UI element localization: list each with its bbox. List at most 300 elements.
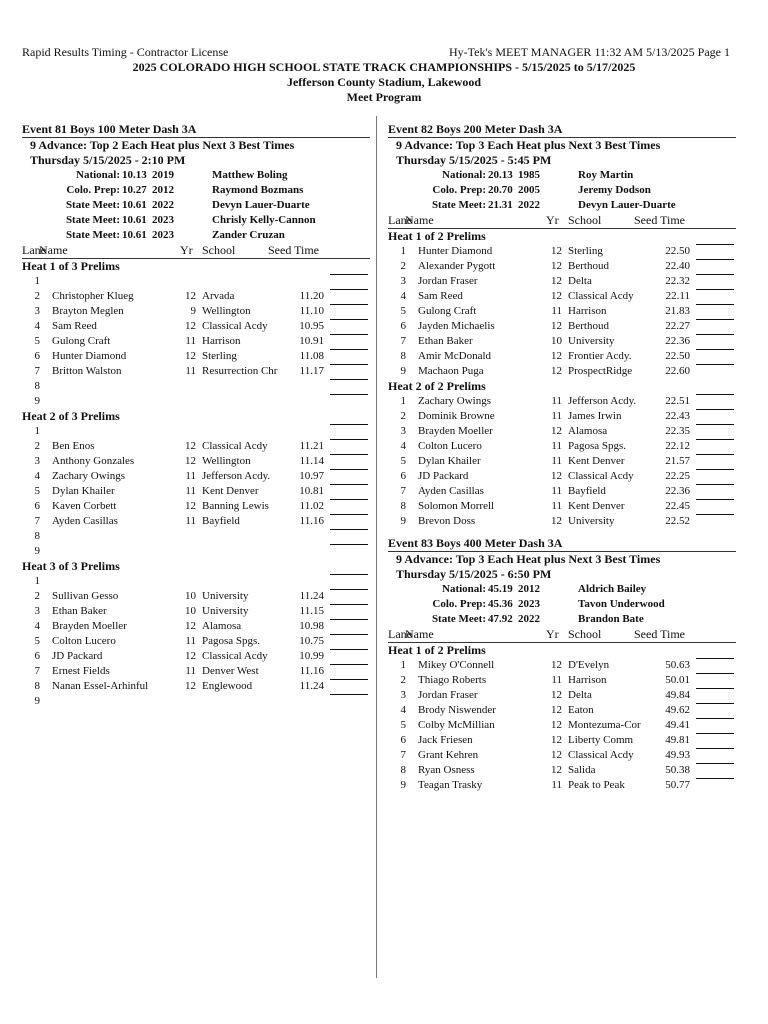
seed-time: 22.36 <box>665 335 690 347</box>
seed-time: 10.75 <box>299 635 324 647</box>
result-blank-line <box>696 244 734 245</box>
result-blank-line <box>696 673 734 674</box>
seed-time: 22.50 <box>665 350 690 362</box>
seed-time: 22.11 <box>665 290 690 302</box>
record-holder: Raymond Bozmans <box>212 184 304 196</box>
lane-number: 4 <box>400 290 406 302</box>
athlete-name: Brayden Moeller <box>52 620 127 632</box>
seed-time: 11.08 <box>299 350 324 362</box>
athlete-name: JD Packard <box>418 470 469 482</box>
result-blank-line <box>330 574 368 575</box>
athlete-school: Sterling <box>202 350 237 362</box>
result-blank-line <box>696 274 734 275</box>
athlete-name: Brayton Meglen <box>52 305 124 317</box>
athlete-name: Solomon Morrell <box>418 500 495 512</box>
lane-number: 1 <box>34 575 40 587</box>
header-seed-time: Seed Time <box>268 243 320 257</box>
athlete-school: Eaton <box>568 704 594 716</box>
lane-number: 5 <box>34 635 40 647</box>
table-row <box>388 394 736 409</box>
lane-number: 3 <box>400 689 406 701</box>
table-row <box>22 379 370 394</box>
record-holder: Aldrich Bailey <box>578 583 647 595</box>
record-year: 1985 <box>518 169 540 181</box>
athlete-year: 12 <box>185 320 196 332</box>
athlete-name: Hunter Diamond <box>52 350 127 362</box>
athlete-school: University <box>202 605 249 617</box>
lane-number: 5 <box>34 335 40 347</box>
table-row <box>388 673 736 688</box>
right-column <box>388 121 736 793</box>
athlete-school: Alamosa <box>568 425 608 437</box>
table-row <box>388 733 736 748</box>
athlete-year: 11 <box>185 665 196 677</box>
athlete-year: 12 <box>551 470 562 482</box>
result-blank-line <box>330 289 368 290</box>
record-label: National: <box>442 583 486 595</box>
lane-number: 1 <box>400 245 406 257</box>
record-mark: 45.36 <box>488 598 513 610</box>
seed-time: 22.35 <box>665 425 690 437</box>
lane-number: 2 <box>400 410 406 422</box>
seed-time: 22.32 <box>665 275 690 287</box>
lane-number: 9 <box>400 365 406 377</box>
record-mark: 47.92 <box>488 613 513 625</box>
athlete-school: Jefferson Acdy. <box>568 395 637 407</box>
result-blank-line <box>696 259 734 260</box>
athlete-name: Britton Walston <box>52 365 122 377</box>
table-row <box>388 748 736 763</box>
athlete-name: Ryan Osness <box>418 764 475 776</box>
seed-time: 11.24 <box>299 680 324 692</box>
table-row <box>22 544 370 559</box>
athlete-name: Gulong Craft <box>418 305 477 317</box>
athlete-year: 11 <box>185 635 196 647</box>
record-year: 2023 <box>518 598 540 610</box>
athlete-name: Dylan Khailer <box>52 485 115 497</box>
athlete-name: Mikey O'Connell <box>418 659 495 671</box>
table-row <box>22 679 370 694</box>
table-row <box>388 289 736 304</box>
header-name: Name <box>405 627 434 641</box>
event-title: Event 82 Boys 200 Meter Dash 3A <box>388 121 736 138</box>
document-type: Meet Program <box>346 90 422 104</box>
result-blank-line <box>330 424 368 425</box>
record-row <box>22 183 370 198</box>
athlete-name: Anthony Gonzales <box>52 455 135 467</box>
lane-number: 7 <box>34 365 40 377</box>
event-title: Event 83 Boys 400 Meter Dash 3A <box>388 535 736 552</box>
table-row <box>22 319 370 334</box>
athlete-name: Thiago Roberts <box>418 674 487 686</box>
athlete-name: Nanan Essel-Arhinful <box>52 680 149 692</box>
athlete-year: 12 <box>185 290 196 302</box>
table-row <box>22 394 370 409</box>
seed-time: 11.10 <box>299 305 324 317</box>
table-row <box>388 349 736 364</box>
athlete-year: 11 <box>185 515 196 527</box>
record-label: National: <box>76 169 120 181</box>
table-row <box>388 718 736 733</box>
table-row <box>22 604 370 619</box>
record-holder: Roy Martin <box>578 169 634 181</box>
athlete-year: 11 <box>185 485 196 497</box>
event-schedule: Thursday 5/15/2025 - 6:50 PM <box>396 567 552 581</box>
result-blank-line <box>330 274 368 275</box>
record-label: Colo. Prep: <box>432 598 486 610</box>
lane-number: 4 <box>34 320 40 332</box>
lane-number: 6 <box>34 350 40 362</box>
table-row <box>22 349 370 364</box>
lane-number: 1 <box>400 395 406 407</box>
lane-number: 5 <box>400 455 406 467</box>
table-row <box>388 688 736 703</box>
athlete-school: Classical Acdy <box>202 440 268 452</box>
record-mark: 10.27 <box>122 184 147 196</box>
table-row <box>22 529 370 544</box>
header-seed-time: Seed Time <box>634 627 686 641</box>
record-row <box>388 198 736 213</box>
athlete-name: Zachary Owings <box>418 395 492 407</box>
athlete-year: 12 <box>551 689 562 701</box>
athlete-year: 11 <box>551 440 562 452</box>
seed-time: 22.51 <box>665 395 690 407</box>
result-blank-line <box>696 364 734 365</box>
lane-number: 1 <box>34 275 40 287</box>
result-blank-line <box>696 763 734 764</box>
result-blank-line <box>330 439 368 440</box>
athlete-school: Harrison <box>568 674 607 686</box>
record-year: 2022 <box>152 199 174 211</box>
result-blank-line <box>330 544 368 545</box>
lane-number: 5 <box>34 485 40 497</box>
record-holder: Jeremy Dodson <box>578 184 651 196</box>
lane-number: 6 <box>34 650 40 662</box>
lane-number: 4 <box>400 440 406 452</box>
result-blank-line <box>330 334 368 335</box>
seed-time: 49.84 <box>665 689 690 701</box>
meet-title: 2025 COLORADO HIGH SCHOOL STATE TRACK CHAMPIONSHIPS - 5/15/2025 to 5/17/2025 <box>132 60 636 74</box>
athlete-year: 12 <box>551 764 562 776</box>
athlete-school: Alamosa <box>202 620 242 632</box>
seed-time: 21.57 <box>665 455 690 467</box>
result-blank-line <box>696 688 734 689</box>
table-row <box>388 424 736 439</box>
athlete-year: 12 <box>551 734 562 746</box>
result-blank-line <box>696 484 734 485</box>
athlete-name: Jordan Fraser <box>418 689 478 701</box>
table-row <box>22 514 370 529</box>
record-label: Colo. Prep: <box>66 184 120 196</box>
seed-time: 22.27 <box>665 320 690 332</box>
athlete-school: Delta <box>568 275 592 287</box>
record-mark: 20.13 <box>488 169 513 181</box>
lane-number: 9 <box>34 395 40 407</box>
athlete-year: 11 <box>185 335 196 347</box>
seed-time: 50.63 <box>665 659 690 671</box>
record-label: State Meet: <box>65 199 120 211</box>
athlete-school: Berthoud <box>568 260 609 272</box>
meet-venue: Jefferson County Stadium, Lakewood <box>286 75 481 89</box>
athlete-school: Resurrection Chr <box>202 365 278 377</box>
record-year: 2005 <box>518 184 540 196</box>
heat-label: Heat 3 of 3 Prelims <box>22 559 120 573</box>
athlete-school: University <box>568 515 615 527</box>
athlete-name: Ayden Casillas <box>418 485 484 497</box>
lane-number: 5 <box>400 305 406 317</box>
athlete-year: 9 <box>190 305 196 317</box>
result-blank-line <box>696 424 734 425</box>
record-mark: 45.19 <box>488 583 513 595</box>
athlete-name: Hunter Diamond <box>418 245 493 257</box>
athlete-school: Bayfield <box>568 485 606 497</box>
table-row <box>388 499 736 514</box>
lane-number: 3 <box>34 605 40 617</box>
record-holder: Tavon Underwood <box>578 598 665 610</box>
athlete-school: Delta <box>568 689 592 701</box>
record-mark: 21.31 <box>488 199 513 211</box>
seed-time: 11.15 <box>299 605 324 617</box>
header-name: Name <box>405 213 434 227</box>
result-blank-line <box>330 604 368 605</box>
athlete-school: Classical Acdy <box>568 470 634 482</box>
lane-number: 9 <box>400 779 406 791</box>
athlete-name: Ernest Fields <box>52 665 110 677</box>
lane-number: 9 <box>34 545 40 557</box>
result-blank-line <box>330 364 368 365</box>
athlete-year: 12 <box>551 719 562 731</box>
athlete-school: ProspectRidge <box>568 365 633 377</box>
record-row <box>22 213 370 228</box>
table-row <box>388 454 736 469</box>
header-seed-time: Seed Time <box>634 213 686 227</box>
advance-rule: 9 Advance: Top 2 Each Heat plus Next 3 Best Times <box>30 138 295 152</box>
table-row <box>388 484 736 499</box>
table-row <box>22 304 370 319</box>
meet-titles <box>0 60 768 105</box>
heat-label: Heat 1 of 2 Prelims <box>388 643 486 657</box>
record-label: National: <box>442 169 486 181</box>
lane-number: 9 <box>400 515 406 527</box>
table-row <box>22 439 370 454</box>
seed-time: 22.50 <box>665 245 690 257</box>
record-row <box>22 198 370 213</box>
record-mark: 10.61 <box>122 229 147 241</box>
table-row <box>388 703 736 718</box>
athlete-year: 12 <box>551 350 562 362</box>
seed-time: 22.40 <box>665 260 690 272</box>
athlete-name: Gulong Craft <box>52 335 111 347</box>
result-blank-line <box>696 454 734 455</box>
lane-number: 8 <box>34 680 40 692</box>
athlete-school: Montezuma-Cor <box>568 719 641 731</box>
seed-time: 11.24 <box>299 590 324 602</box>
result-blank-line <box>696 319 734 320</box>
athlete-school: University <box>202 590 249 602</box>
athlete-school: Kent Denver <box>568 455 625 467</box>
athlete-year: 11 <box>185 365 196 377</box>
record-year: 2012 <box>518 583 540 595</box>
result-blank-line <box>696 778 734 779</box>
lane-number: 7 <box>400 335 406 347</box>
athlete-year: 12 <box>185 680 196 692</box>
table-row <box>22 334 370 349</box>
advance-rule: 9 Advance: Top 3 Each Heat plus Next 3 Best Times <box>396 138 661 152</box>
athlete-year: 12 <box>185 440 196 452</box>
lane-number: 3 <box>34 305 40 317</box>
athlete-name: Jordan Fraser <box>418 275 478 287</box>
result-blank-line <box>330 379 368 380</box>
seed-time: 50.01 <box>665 674 690 686</box>
table-row <box>22 499 370 514</box>
athlete-school: Bayfield <box>202 515 240 527</box>
athlete-year: 11 <box>551 500 562 512</box>
athlete-school: Liberty Comm <box>568 734 634 746</box>
lane-number: 7 <box>34 515 40 527</box>
lane-number: 6 <box>34 500 40 512</box>
athlete-school: Arvada <box>202 290 235 302</box>
athlete-school: Pagosa Spgs. <box>568 440 627 452</box>
athlete-name: Amir McDonald <box>418 350 492 362</box>
result-blank-line <box>330 394 368 395</box>
page-header <box>22 45 730 59</box>
result-blank-line <box>696 703 734 704</box>
result-blank-line <box>330 649 368 650</box>
athlete-year: 11 <box>551 305 562 317</box>
record-mark: 10.61 <box>122 214 147 226</box>
athlete-year: 11 <box>551 395 562 407</box>
table-row <box>22 274 370 289</box>
athlete-year: 12 <box>551 425 562 437</box>
table-row <box>22 634 370 649</box>
lane-number: 8 <box>34 380 40 392</box>
athlete-year: 12 <box>185 620 196 632</box>
record-row <box>388 168 736 183</box>
seed-time: 10.97 <box>299 470 324 482</box>
table-row <box>22 289 370 304</box>
seed-time: 10.95 <box>299 320 324 332</box>
result-blank-line <box>696 409 734 410</box>
athlete-year: 12 <box>551 704 562 716</box>
table-row <box>388 469 736 484</box>
result-blank-line <box>330 634 368 635</box>
table-row <box>388 259 736 274</box>
record-year: 2019 <box>152 169 174 181</box>
result-blank-line <box>696 349 734 350</box>
athlete-school: Wellington <box>202 305 251 317</box>
result-blank-line <box>696 289 734 290</box>
result-blank-line <box>330 469 368 470</box>
athlete-school: University <box>568 335 615 347</box>
athlete-school: Sterling <box>568 245 603 257</box>
athlete-year: 12 <box>551 275 562 287</box>
record-row <box>388 597 736 612</box>
athlete-year: 12 <box>185 500 196 512</box>
lane-number: 7 <box>400 485 406 497</box>
table-row <box>22 619 370 634</box>
record-holder: Brandon Bate <box>578 613 644 625</box>
lane-number: 1 <box>34 425 40 437</box>
athlete-name: Alexander Pygott <box>418 260 496 272</box>
lane-number: 8 <box>400 350 406 362</box>
heat-label: Heat 1 of 3 Prelims <box>22 259 120 273</box>
athlete-school: Peak to Peak <box>568 779 625 791</box>
record-row <box>22 168 370 183</box>
heat-label: Heat 2 of 2 Prelims <box>388 379 486 393</box>
seed-time: 11.20 <box>299 290 324 302</box>
seed-time: 49.81 <box>665 734 690 746</box>
event-schedule: Thursday 5/15/2025 - 2:10 PM <box>30 153 186 167</box>
seed-time: 11.14 <box>299 455 324 467</box>
athlete-name: Dominik Browne <box>418 410 495 422</box>
athlete-year: 12 <box>551 749 562 761</box>
result-blank-line <box>330 679 368 680</box>
seed-time: 10.98 <box>299 620 324 632</box>
lane-number: 8 <box>34 530 40 542</box>
header-name: Name <box>39 243 68 257</box>
result-blank-line <box>696 394 734 395</box>
table-row <box>22 694 370 709</box>
record-year: 2023 <box>152 229 174 241</box>
lane-number: 3 <box>400 425 406 437</box>
athlete-school: Wellington <box>202 455 251 467</box>
seed-time: 22.43 <box>665 410 690 422</box>
athlete-year: 11 <box>551 674 562 686</box>
athlete-name: Machaon Puga <box>418 365 484 377</box>
seed-time: 11.02 <box>299 500 324 512</box>
athlete-year: 12 <box>185 650 196 662</box>
result-blank-line <box>330 619 368 620</box>
event-schedule: Thursday 5/15/2025 - 5:45 PM <box>396 153 552 167</box>
header-lane: Lane <box>22 243 46 257</box>
athlete-year: 12 <box>185 455 196 467</box>
record-holder: Zander Cruzan <box>212 229 285 241</box>
seed-time: 22.36 <box>665 485 690 497</box>
heat-label: Heat 1 of 2 Prelims <box>388 229 486 243</box>
athlete-name: Sullivan Gesso <box>52 590 119 602</box>
athlete-year: 11 <box>551 485 562 497</box>
athlete-year: 12 <box>551 260 562 272</box>
lane-number: 6 <box>400 320 406 332</box>
record-row <box>388 582 736 597</box>
header-yr: Yr <box>180 243 193 257</box>
advance-rule: 9 Advance: Top 3 Each Heat plus Next 3 Best Times <box>396 552 661 566</box>
header-lane: Lane <box>388 627 412 641</box>
seed-time: 22.45 <box>665 500 690 512</box>
lane-number: 9 <box>34 695 40 707</box>
athlete-name: JD Packard <box>52 650 103 662</box>
header-school: School <box>568 213 602 227</box>
record-holder: Chrisly Kelly-Cannon <box>212 214 316 226</box>
athlete-school: Berthoud <box>568 320 609 332</box>
seed-time: 21.83 <box>665 305 690 317</box>
result-blank-line <box>696 439 734 440</box>
athlete-year: 12 <box>551 290 562 302</box>
athlete-name: Sam Reed <box>52 320 97 332</box>
seed-time: 11.16 <box>299 515 324 527</box>
result-blank-line <box>696 733 734 734</box>
athlete-school: Harrison <box>202 335 241 347</box>
athlete-school: James Irwin <box>568 410 622 422</box>
result-blank-line <box>330 319 368 320</box>
record-label: State Meet: <box>65 214 120 226</box>
lane-number: 8 <box>400 764 406 776</box>
lane-number: 2 <box>34 590 40 602</box>
record-label: State Meet: <box>431 199 486 211</box>
record-label: State Meet: <box>65 229 120 241</box>
result-blank-line <box>330 484 368 485</box>
table-row <box>388 514 736 529</box>
